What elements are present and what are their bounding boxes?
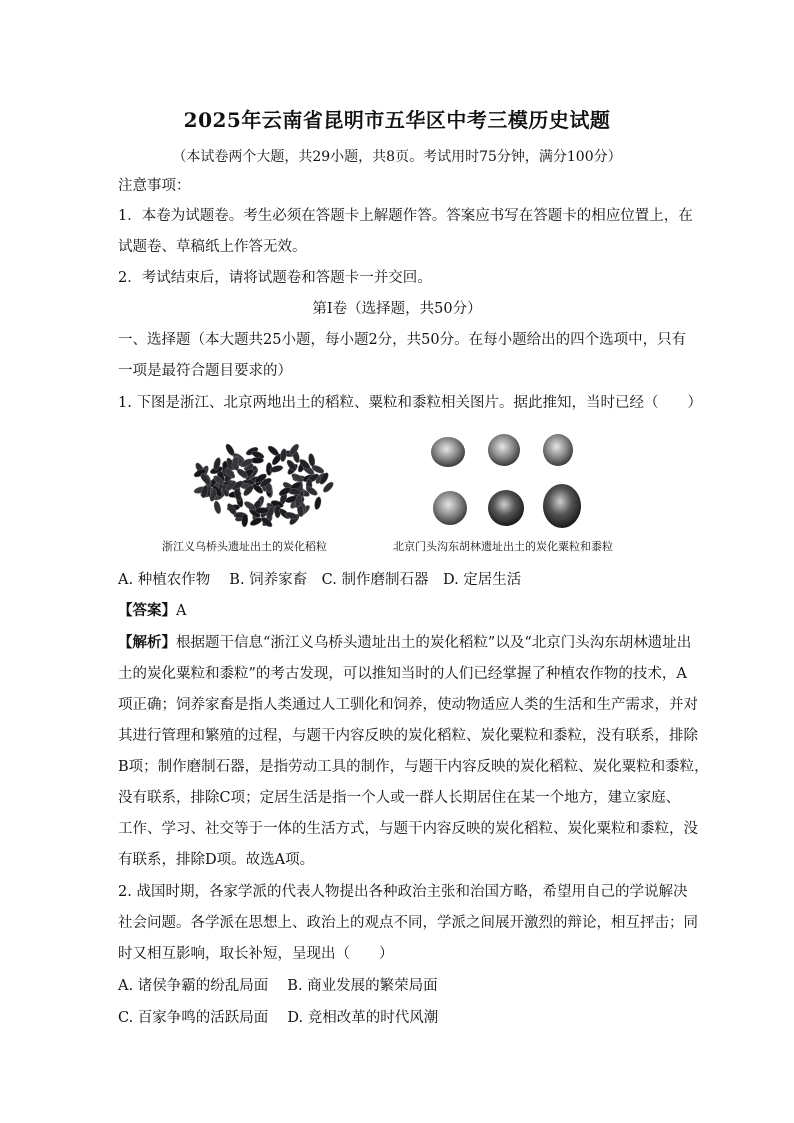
part-title: 第Ⅰ卷（选择题，共50分）: [312, 301, 482, 317]
analysis-text-1: 根据题干信息“浙江义乌桥头遗址出土的炭化稻粒”以及“北京门头沟东胡林遗址出: [176, 635, 692, 651]
analysis-text-4: 其进行管理和繁殖的过程，与题干内容反映的炭化稻粒、炭化粟粒和黍粒，没有联系，排除: [118, 728, 698, 744]
carbonized-millet-image: [420, 428, 590, 534]
question-2-stem: 2. 战国时期，各家学派的代表人物提出各种政治主张和治国方略，希望用自己的学说解决: [118, 884, 688, 900]
section-heading: 一、选择题（本大题共25小题，每小题2分，共50分。在每小题给出的四个选项中，只有: [118, 332, 687, 348]
page-title: 2025年云南省昆明市五华区中考三模历史试题: [183, 108, 611, 132]
question-2-options-ab: A. 诸侯争霸的纷乱局面 B. 商业发展的繁荣局面: [118, 978, 438, 994]
notice-item-2: 2．考试结束后，请将试题卷和答题卡一并交回。: [118, 270, 432, 286]
notice-item-1-cont: 试题卷、草稿纸上作答无效。: [118, 239, 307, 255]
question-2-stem-cont: 社会问题。各学派在思想上、政治上的观点不同，学派之间展开激烈的辩论，相互抨击；同: [118, 915, 698, 931]
question-1-options: A. 种植农作物 B. 饲养家畜 C. 制作磨制石器 D. 定居生活: [118, 572, 522, 588]
analysis-text-2: 土的炭化粟粒和黍粒”的考古发现，可以推知当时的人们已经掌握了种植农作物的技术，A: [118, 666, 687, 682]
analysis-text-6: 没有联系，排除C项；定居生活是指一个人或一群人长期居住在某一个地方，建立家庭、: [118, 790, 681, 806]
answer-value: A: [176, 603, 187, 619]
notice-item-1: 1．本卷为试题卷。考生必须在答题卡上解题作答。答案应书写在答题卡的相应位置上，在: [118, 208, 693, 224]
analysis-text-7: 工作、学习、社交等于一体的生活方式，与题干内容反映的炭化稻粒、炭化粟粒和黍粒，没: [118, 821, 698, 837]
answer-label: 【答案】: [118, 602, 176, 619]
question-1-analysis: [118, 633, 692, 653]
analysis-label: 【解析】: [118, 634, 176, 651]
exam-info: （本试卷两个大题，共29小题，共8页。考试用时75分钟，满分100分）: [172, 149, 622, 165]
question-1-answer: [118, 601, 680, 621]
figure-caption-right: 北京门头沟东胡林遗址出土的炭化粟粒和黍粒: [393, 540, 613, 553]
analysis-text-3: 项正确；饲养家畜是指人类通过人工驯化和饲养，使动物适应人类的生活和生产需求，并对: [118, 697, 698, 713]
section-heading-cont: 一项是最符合题目要求的）: [118, 363, 292, 379]
question-1-stem: 1. 下图是浙江、北京两地出土的稻粒、粟粒和黍粒相关图片。据此推知，当时已经（ ）: [118, 395, 702, 411]
question-2-options-cd: C. 百家争鸣的活跃局面 D. 竞相改革的时代风潮: [118, 1010, 439, 1026]
notice-heading: 注意事项：: [118, 178, 191, 194]
carbonized-rice-image: [188, 428, 338, 534]
analysis-text-8: 有联系，排除D项。故选A项。: [118, 852, 315, 868]
question-2-stem-end: 时又相互影响，取长补短，呈现出（ ）: [118, 946, 394, 962]
figure-caption-left: 浙江义乌桥头遗址出土的炭化稻粒: [162, 540, 327, 553]
analysis-text-5: B项；制作磨制石器，是指劳动工具的制作，与题干内容反映的炭化稻粒、炭化粟粒和黍粒，: [118, 759, 709, 775]
